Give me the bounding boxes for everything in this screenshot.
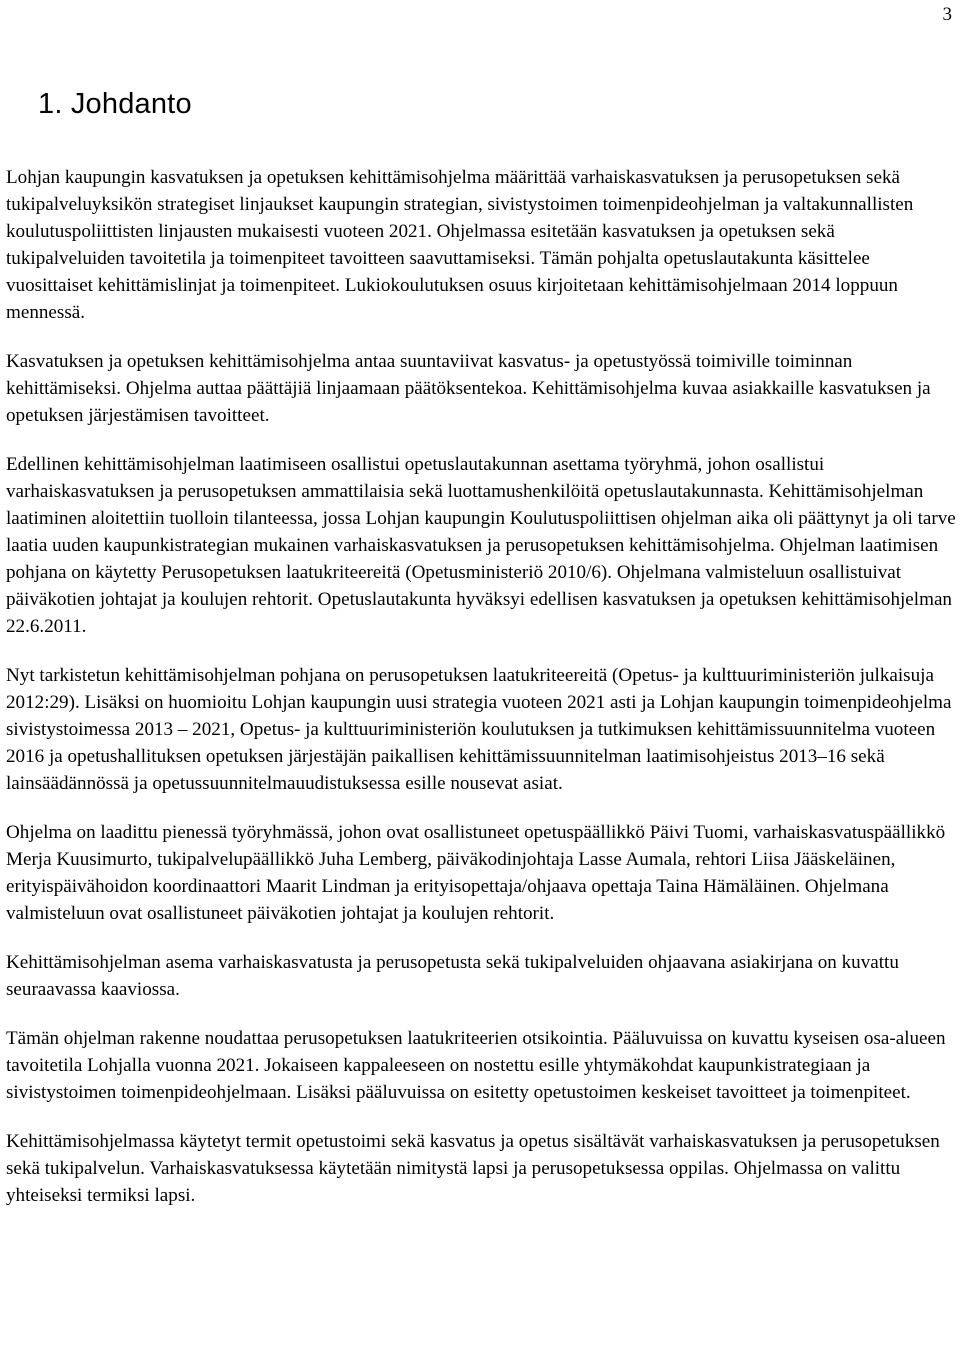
paragraph-guidelines: Kasvatuksen ja opetuksen kehittämisohjelma antaa suuntaviivat kasvatus- ja opetustyössä toimiville toiminnan kehittämiseksi. Ohjelma auttaa päättäjiä linjaamaan päätöksentekoa. Kehittämisohjelma kuvaa asiakkaille kasvatuksen ja opetuksen järjestämisen tavoitteet.	[6, 351, 931, 426]
page-number: 3	[942, 4, 952, 25]
paragraph-previous-program: Edellinen kehittämisohjelman laatimiseen osallistui opetuslautakunnan asettama työryhmä, johon osallistui varhaiskasvatuksen ja perusopetuksen ammattilaisia sekä luottamushenkilöitä opetuslautakunnasta. Kehittämisohjelman laatiminen aloitettiin tuolloin tilanteessa, jossa Lohjan kaupungin Koulutuspoliittisen ohjelman aika oli päättynyt ja oli tarve laatia uuden kaupunkistrategian mukainen varhaiskasvatuksen ja perusopetuksen kehittämisohjelma. Ohjelman laatimisen pohjana on käytetty Perusopetuksen laatukriteereitä (Opetusministeriö 2010/6). Ohjelmana valmisteluun osallistuivat päiväkotien johtajat ja koulujen rehtorit. Opetuslautakunta hyväksyi edellisen kasvatuksen ja opetuksen kehittämisohjelman 22.6.2011.	[6, 454, 956, 637]
paragraph-terms: Kehittämisohjelmassa käytetyt termit opetustoimi sekä kasvatus ja opetus sisältävät varhaiskasvatuksen ja perusopetuksen sekä tukipalvelun. Varhaiskasvatuksessa käytetään nimitystä lapsi ja perusopetuksessa oppilas. Ohjelmassa on valittu yhteiseksi termiksi lapsi.	[6, 1131, 940, 1206]
paragraph-diagram-reference: Kehittämisohjelman asema varhaiskasvatusta ja perusopetusta sekä tukipalveluiden ohjaavana asiakirjana on kuvattu seuraavassa kaaviossa.	[6, 952, 899, 1000]
paragraph-revised-program: Nyt tarkistetun kehittämisohjelman pohjana on perusopetuksen laatukriteereitä (Opetus- ja kulttuuriministeriön julkaisuja 2012:29). Lisäksi on huomioitu Lohjan kaupungin uusi strategia vuoteen 2021 asti ja Lohjan kaupungin toimenpideohjelma sivistystoimessa 2013 – 2021, Opetus- ja kulttuuriministeriön koulutuksen ja tutkimuksen kehittämissuunnitelma vuoteen 2016 ja opetushallituksen opetuksen järjestäjän paikallisen kehittämissuunnitelman laatimisohjeistus 2013–16 sekä lainsäädännössä ja opetussuunnitelmauudistuksessa esille nousevat asiat.	[6, 665, 952, 794]
paragraph-intro: Lohjan kaupungin kasvatuksen ja opetuksen kehittämisohjelma määrittää varhaiskasvatuksen ja perusopetuksen sekä tukipalveluyksikön strategiset linjaukset kaupungin strategian, sivistystoimen toimenpideohjelman ja valtakunnallisten koulutuspoliittisten linjausten mukaisesti vuoteen 2021. Ohjelmassa esitetään kasvatuksen ja opetuksen sekä tukipalveluiden tavoitetila ja toimenpiteet tavoitteen saavuttamiseksi. Tämän pohjalta opetuslautakunta käsittelee vuosittaiset kehittämislinjat ja toimenpiteet. Lukiokoulutuksen osuus kirjoitetaan kehittämisohjelmaan 2014 loppuun mennessä.	[6, 167, 914, 323]
body-text	[6, 164, 956, 1231]
paragraph-working-group: Ohjelma on laadittu pienessä työryhmässä, johon ovat osallistuneet opetuspäällikkö Päivi Tuomi, varhaiskasvatuspäällikkö Merja Kuusimurto, tukipalvelupäällikkö Juha Lemberg, päiväkodinjohtaja Lasse Aumala, rehtori Liisa Jääskeläinen, erityispäivähoidon koordinaattori Maarit Lindman ja erityisopettaja/ohjaava opettaja Taina Hämäläinen. Ohjelmana valmisteluun ovat osallistuneet päiväkotien johtajat ja koulujen rehtorit.	[6, 822, 946, 924]
paragraph-structure: Tämän ohjelman rakenne noudattaa perusopetuksen laatukriteerien otsikointia. Pääluvuissa on kuvattu kyseisen osa-alueen tavoitetila Lohjalla vuonna 2021. Jokaiseen kappaleeseen on nostettu esille yhtymäkohdat kaupunkistrategiaan ja sivistystoimen toimenpideohjelmaan. Lisäksi pääluvuissa on esitetty opetustoimen keskeiset tavoitteet ja toimenpiteet.	[6, 1028, 946, 1103]
section-heading: 1. Johdanto	[38, 88, 192, 120]
